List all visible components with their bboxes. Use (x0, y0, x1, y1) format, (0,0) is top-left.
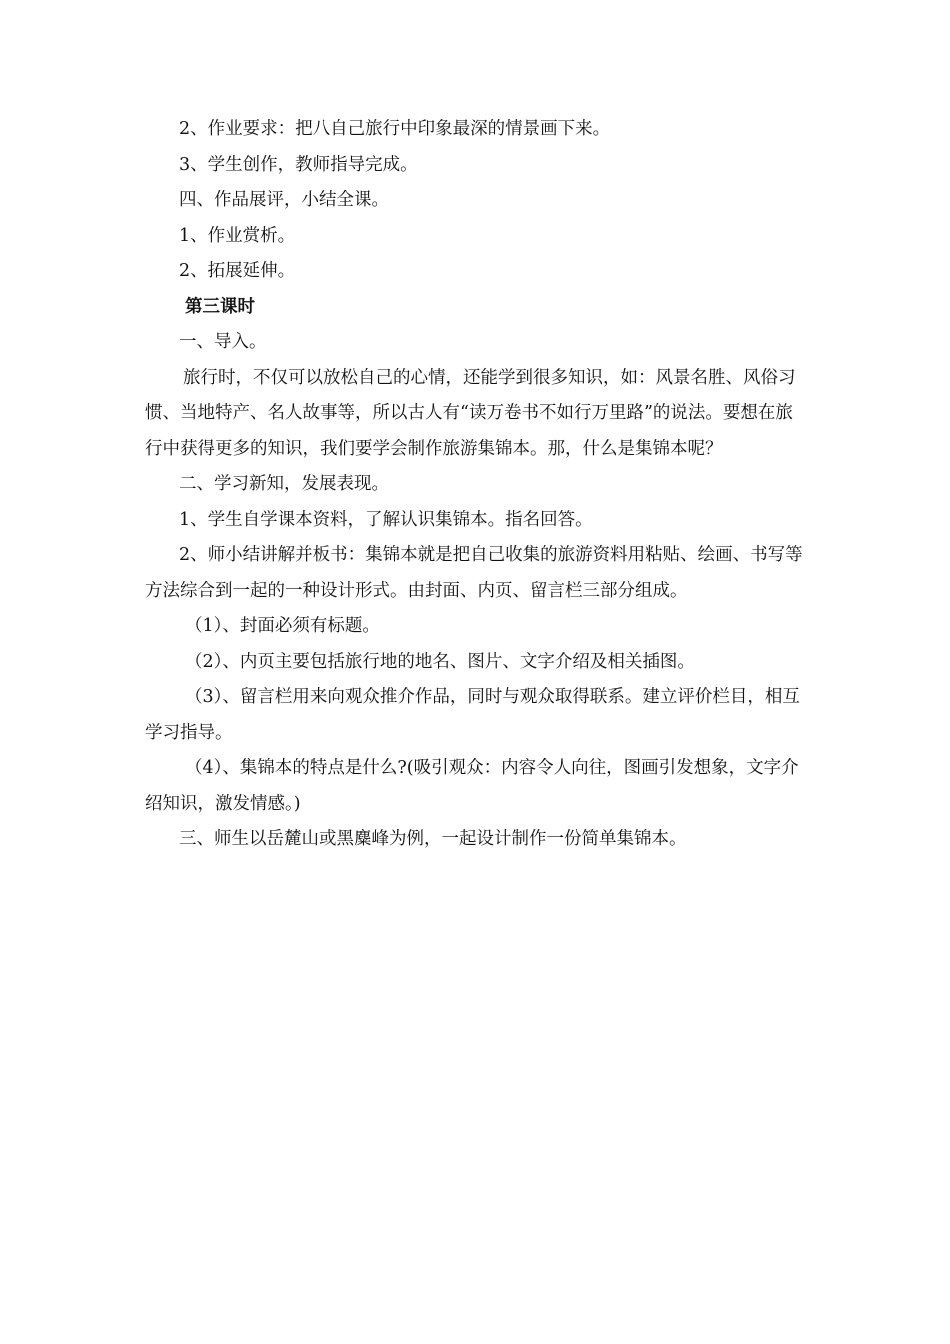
assignment-requirement-line: 2、作业要求：把八自己旅行中印象最深的情景画下来。 (179, 119, 611, 139)
sub-item-one: （1）、封面必须有标题。 (185, 616, 380, 636)
assignment-appreciation-line: 1、作业赏析。 (179, 225, 296, 246)
section-four-title: 四、作品展评，小结全课。 (179, 190, 389, 210)
sub-item-two: （2）、内页主要包括旅行地的地名、图片、文字介绍及相关插图。 (185, 651, 695, 672)
lesson-three-heading: 第三课时 (185, 296, 255, 317)
intro-paragraph: 旅行时，不仅可以放松自己的心情，还能学到很多知识，如：风景名胜、风俗习惯、当地特产、名人故事等，所以古人有“读万卷书不如行万里路”的说法。要想在旅行中获得更多的知识，我们要学会制作旅游集锦本。那，什么是集锦本呢？ (145, 367, 796, 459)
sub-item-three: （3）、留言栏用来向观众推介作品，同时与观众取得联系。建立评价栏目，相互学习指导。 (145, 687, 800, 743)
intro-title: 一、导入。 (179, 332, 267, 352)
student-creation-line: 3、学生创作，教师指导完成。 (179, 154, 418, 175)
document-body (145, 112, 810, 858)
section-three-title: 三、师生以岳麓山或黑麋峰为例，一起设计制作一份简单集锦本。 (179, 829, 687, 849)
sub-item-four: （4）、集锦本的特点是什么?(吸引观众：内容令人向往，图画引发想象，文字介绍知识，激发情感。) (145, 758, 799, 814)
item-two-paragraph: 2、师小结讲解并板书：集锦本就是把自己收集的旅游资料用粘贴、绘画、书写等方法综合到一起的一种设计形式。由封面、内页、留言栏三部分组成。 (145, 545, 803, 601)
section-two-title: 二、学习新知，发展表现。 (179, 474, 389, 494)
extension-line: 2、拓展延伸。 (179, 261, 296, 281)
item-one: 1、学生自学课本资料，了解认识集锦本。指名回答。 (179, 509, 593, 530)
